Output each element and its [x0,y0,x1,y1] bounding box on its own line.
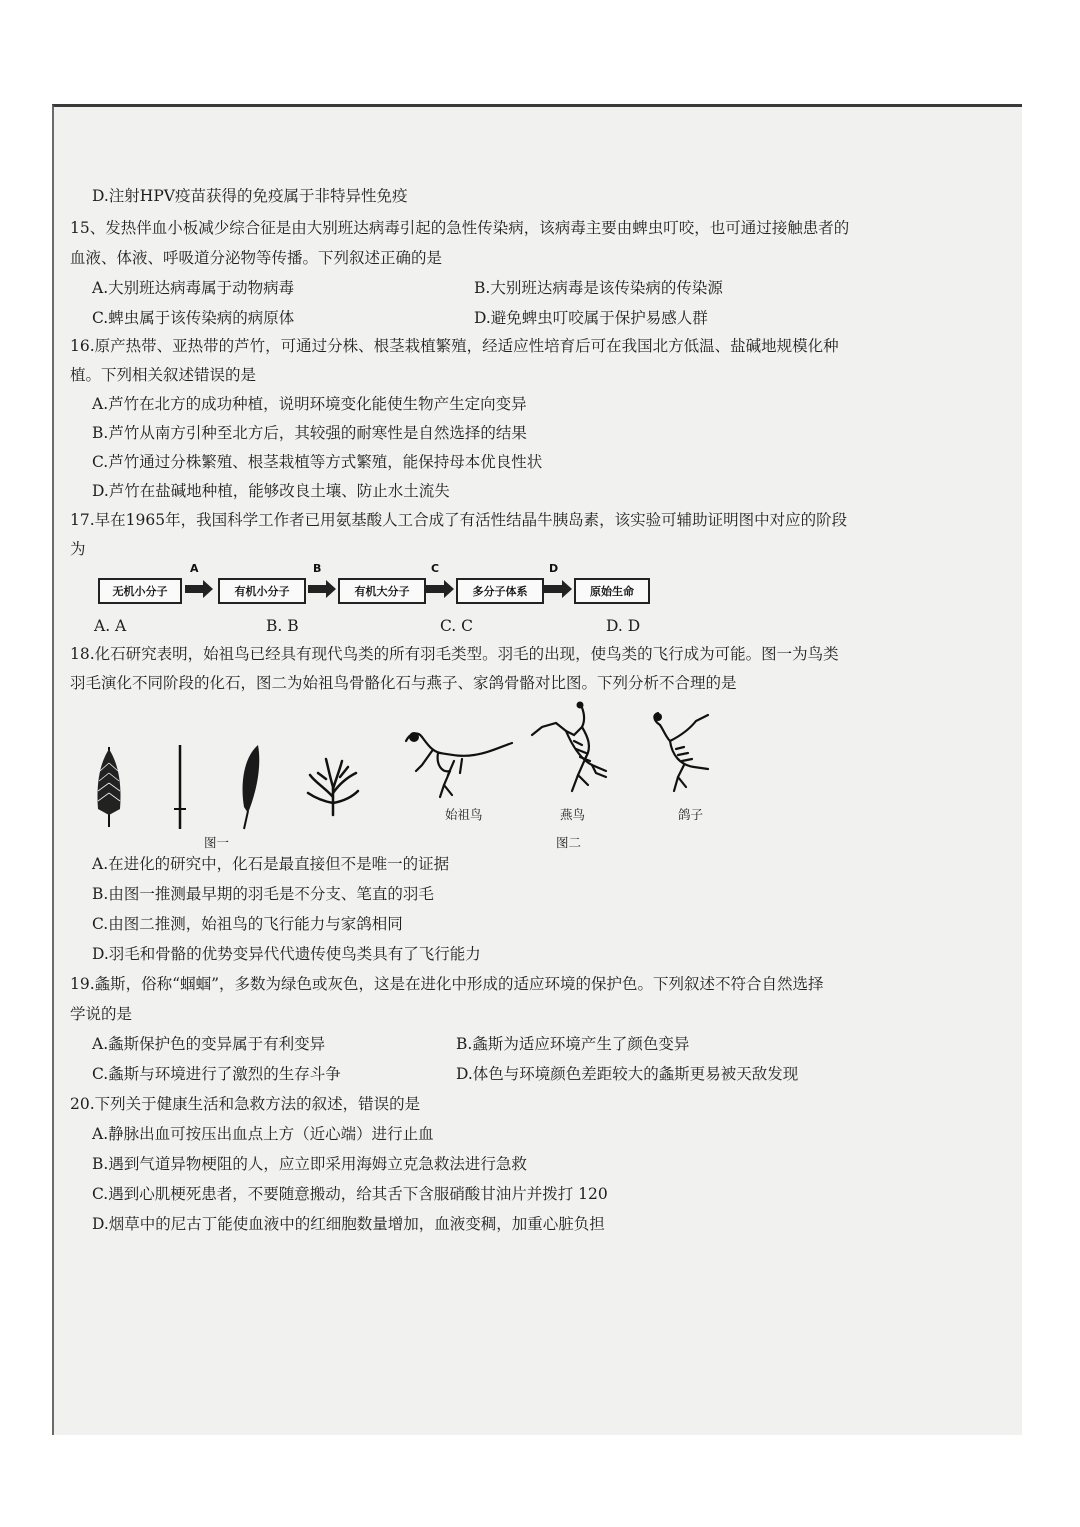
pigeon-skeleton-icon [650,711,714,795]
q19-option-a: A.螽斯保护色的变异属于有利变异 [92,1035,326,1053]
q15-stem-line2: 血液、体液、呼吸道分泌物等传播。下列叙述正确的是 [70,249,443,267]
q20-stem: 20.下列关于健康生活和急救方法的叙述，错误的是 [70,1095,421,1113]
q19-stem-line2: 学说的是 [70,1005,133,1023]
flow-arrow-icon [185,580,213,598]
q18-stem-line2: 羽毛演化不同阶段的化石，图二为始祖鸟骨骼化石与燕子、家鸽骨骼对比图。下列分析不合理的是 [70,674,737,692]
q19-option-b: B.螽斯为适应环境产生了颜色变异 [456,1035,690,1053]
q19-option-d: D.体色与环境颜色差距较大的螽斯更易被天敌发现 [456,1065,799,1083]
bird-label-pigeon: 鸽子 [678,807,704,822]
q18-option-c: C.由图二推测，始祖鸟的飞行能力与家鸽相同 [92,915,403,933]
flow-box-primitive-life: 原始生命 [574,578,650,604]
origin-of-life-flowchart [98,562,698,604]
q18-stem-line1: 18.化石研究表明，始祖鸟已经具有现代鸟类的所有羽毛类型。羽毛的出现，使鸟类的飞行成为可能。图一为鸟类 [70,645,839,663]
bird-label-swallow: 燕鸟 [560,807,586,822]
q20-option-d: D.烟草中的尼古丁能使血液中的红细胞数量增加，血液变稠，加重心脏负担 [92,1215,605,1233]
figure-2-label: 图二 [556,835,582,850]
q16-option-b: B.芦竹从南方引种至北方后，其较强的耐寒性是自然选择的结果 [92,424,527,442]
flow-arrow-icon [308,580,336,598]
straight-feather-icon [170,743,190,833]
q15-option-d: D.避免蜱虫叮咬属于保护易感人群 [474,309,708,327]
q18-option-a: A.在进化的研究中，化石是最直接但不是唯一的证据 [92,855,450,873]
flow-box-inorganic-small: 无机小分子 [98,578,182,604]
q15-option-b: B.大别班达病毒是该传染病的传染源 [474,279,723,297]
q17-option-d: D. D [606,617,641,635]
q14-option-d: D.注射HPV疫苗获得的免疫属于非特异性免疫 [92,187,408,205]
branched-feather-icon [94,743,124,829]
flow-arrow-label-c: C [431,562,440,575]
bird-label-archaeopteryx: 始祖鸟 [445,807,483,822]
flow-box-organic-large: 有机大分子 [338,578,426,604]
flow-arrow-icon [544,580,572,598]
figure-1-label: 图一 [204,835,230,850]
q15-option-c: C.蜱虫属于该传染病的病原体 [92,309,295,327]
flow-box-organic-small: 有机小分子 [218,578,306,604]
q16-option-d: D.芦竹在盐碱地种植，能够改良土壤、防止水土流失 [92,482,450,500]
flow-arrow-label-d: D [549,562,559,575]
q19-option-c: C.螽斯与环境进行了激烈的生存斗争 [92,1065,341,1083]
q15-option-a: A.大别班达病毒属于动物病毒 [92,279,295,297]
q16-stem-line2: 植。下列相关叙述错误的是 [70,366,257,384]
q18-option-b: B.由图一推测最早期的羽毛是不分支、笔直的羽毛 [92,885,434,903]
flow-arrow-icon [426,580,454,598]
q17-stem-line2: 为 [70,540,86,558]
q17-option-a: A. A [94,617,127,635]
q17-stem-line1: 17.早在1965年，我国科学工作者已用氨基酸人工合成了有活性结晶牛胰岛素，该实验可辅助证明图中对应的阶段 [70,511,848,529]
q20-option-a: A.静脉出血可按压出血点上方（近心端）进行止血 [92,1125,434,1143]
q15-stem-line1: 15、发热伴血小板减少综合征是由大别班达病毒引起的急性传染病，该病毒主要由蜱虫叮咬，也可通过接触患者的 [70,219,850,237]
flow-box-multimolecular: 多分子体系 [456,578,544,604]
exam-page [52,104,1022,1435]
archaeopteryx-skeleton-icon [402,725,516,801]
q17-option-b: B. B [266,617,299,635]
q18-option-d: D.羽毛和骨骼的优势变异代代遗传使鸟类具有了飞行能力 [92,945,481,963]
q20-option-b: B.遇到气道异物梗阻的人，应立即采用海姆立克急救法进行急救 [92,1155,527,1173]
flow-arrow-label-a: A [190,562,199,575]
q19-stem-line1: 19.螽斯，俗称“蝈蝈”，多数为绿色或灰色，这是在进化中形成的适应环境的保护色。下列叙述不符合自然选择 [70,975,824,993]
q16-stem-line1: 16.原产热带、亚热带的芦竹，可通过分株、根茎栽植繁殖，经适应性培育后可在我国北方低温、盐碱地规模化种 [70,337,839,355]
flow-arrow-label-b: B [313,562,322,575]
q17-option-c: C. C [440,617,474,635]
q16-option-c: C.芦竹通过分株繁殖、根茎栽植等方式繁殖，能保持母本优良性状 [92,453,543,471]
q20-option-c: C.遇到心肌梗死患者，不要随意搬动，给其舌下含服硝酸甘油片并拨打 120 [92,1185,608,1203]
q16-option-a: A.芦竹在北方的成功种植，说明环境变化能使生物产生定向变异 [92,395,527,413]
curved-feather-icon [234,743,266,831]
tufted-feather-icon [306,757,360,819]
swallow-skeleton-icon [526,701,618,797]
